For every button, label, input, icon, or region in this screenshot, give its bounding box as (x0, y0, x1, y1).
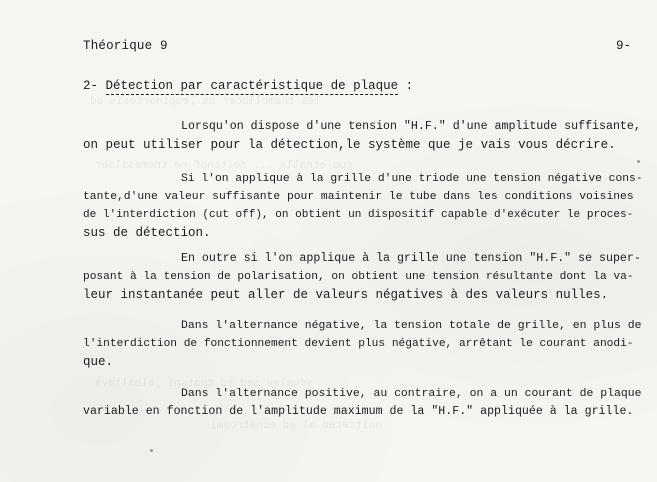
text-line: Dans l'alternance négative, la tension totale de grille, en plus de (181, 319, 642, 332)
text-line: posant à la tension de polarisation, on obtient une tension résultante dont la va- (83, 271, 634, 283)
text-line: l'interdiction de fonctionnement devient plus négative, arrêtant le courant anodi- (83, 338, 634, 350)
text-line: En outre si l'on applique à la grille une tension "H.F." se super- (181, 252, 641, 265)
paper-speck (637, 160, 640, 163)
text-line: leur instantanée peut aller de valeurs négatives à des valeurs nulles. (83, 288, 609, 302)
bleed-through-text: ruo etnalla ... noitcnof ne tnemesilaer (95, 160, 353, 172)
bleed-through-text: sruelav sed ed tnatsni ,elbaliava (95, 378, 313, 390)
text-line: variable en fonction de l'amplitude maximum de la "H.F." appliquée à la grille. (83, 405, 634, 418)
bleed-through-text: les tnamellucer us ,eupinortosis ed (90, 96, 322, 108)
paragraph (83, 118, 641, 154)
text-line: Dans l'alternance positive, au contraire, on a un courant de plaque (181, 387, 642, 400)
section-title-suffix: : (398, 79, 414, 93)
bleed-through-text: noitcetéd al ed ecnatropmi (210, 420, 382, 432)
text-line: on peut utiliser pour la détection,le système que je vais vous décrire. (83, 138, 616, 152)
text-line: Si l'on applique à la grille d'une triode une tension négative cons- (181, 173, 643, 185)
paragraph (83, 250, 641, 304)
paper-speck (150, 449, 153, 452)
paragraph (83, 170, 643, 242)
text-line: de l'interdiction (cut off), on obtient un dispositif capable d'exécuter le proces- (83, 209, 634, 221)
paragraph (83, 317, 642, 371)
paragraph (83, 385, 642, 421)
text-line: tante,d'une valeur suffisante pour maintenir le tube dans les conditions voisines (83, 191, 634, 203)
page-number: 9- (615, 39, 631, 53)
section-heading (83, 79, 413, 93)
text-line: que. (83, 355, 114, 369)
text-line: Lorsqu'on dispose d'une tension "H.F." d'une amplitude suffisante, (181, 120, 641, 133)
text-line: sus de détection. (83, 226, 211, 240)
section-number: 2- (83, 79, 99, 93)
page-header-title: Théorique 9 (83, 39, 168, 53)
section-title: Détection par caractéristique de plaque (105, 79, 399, 93)
